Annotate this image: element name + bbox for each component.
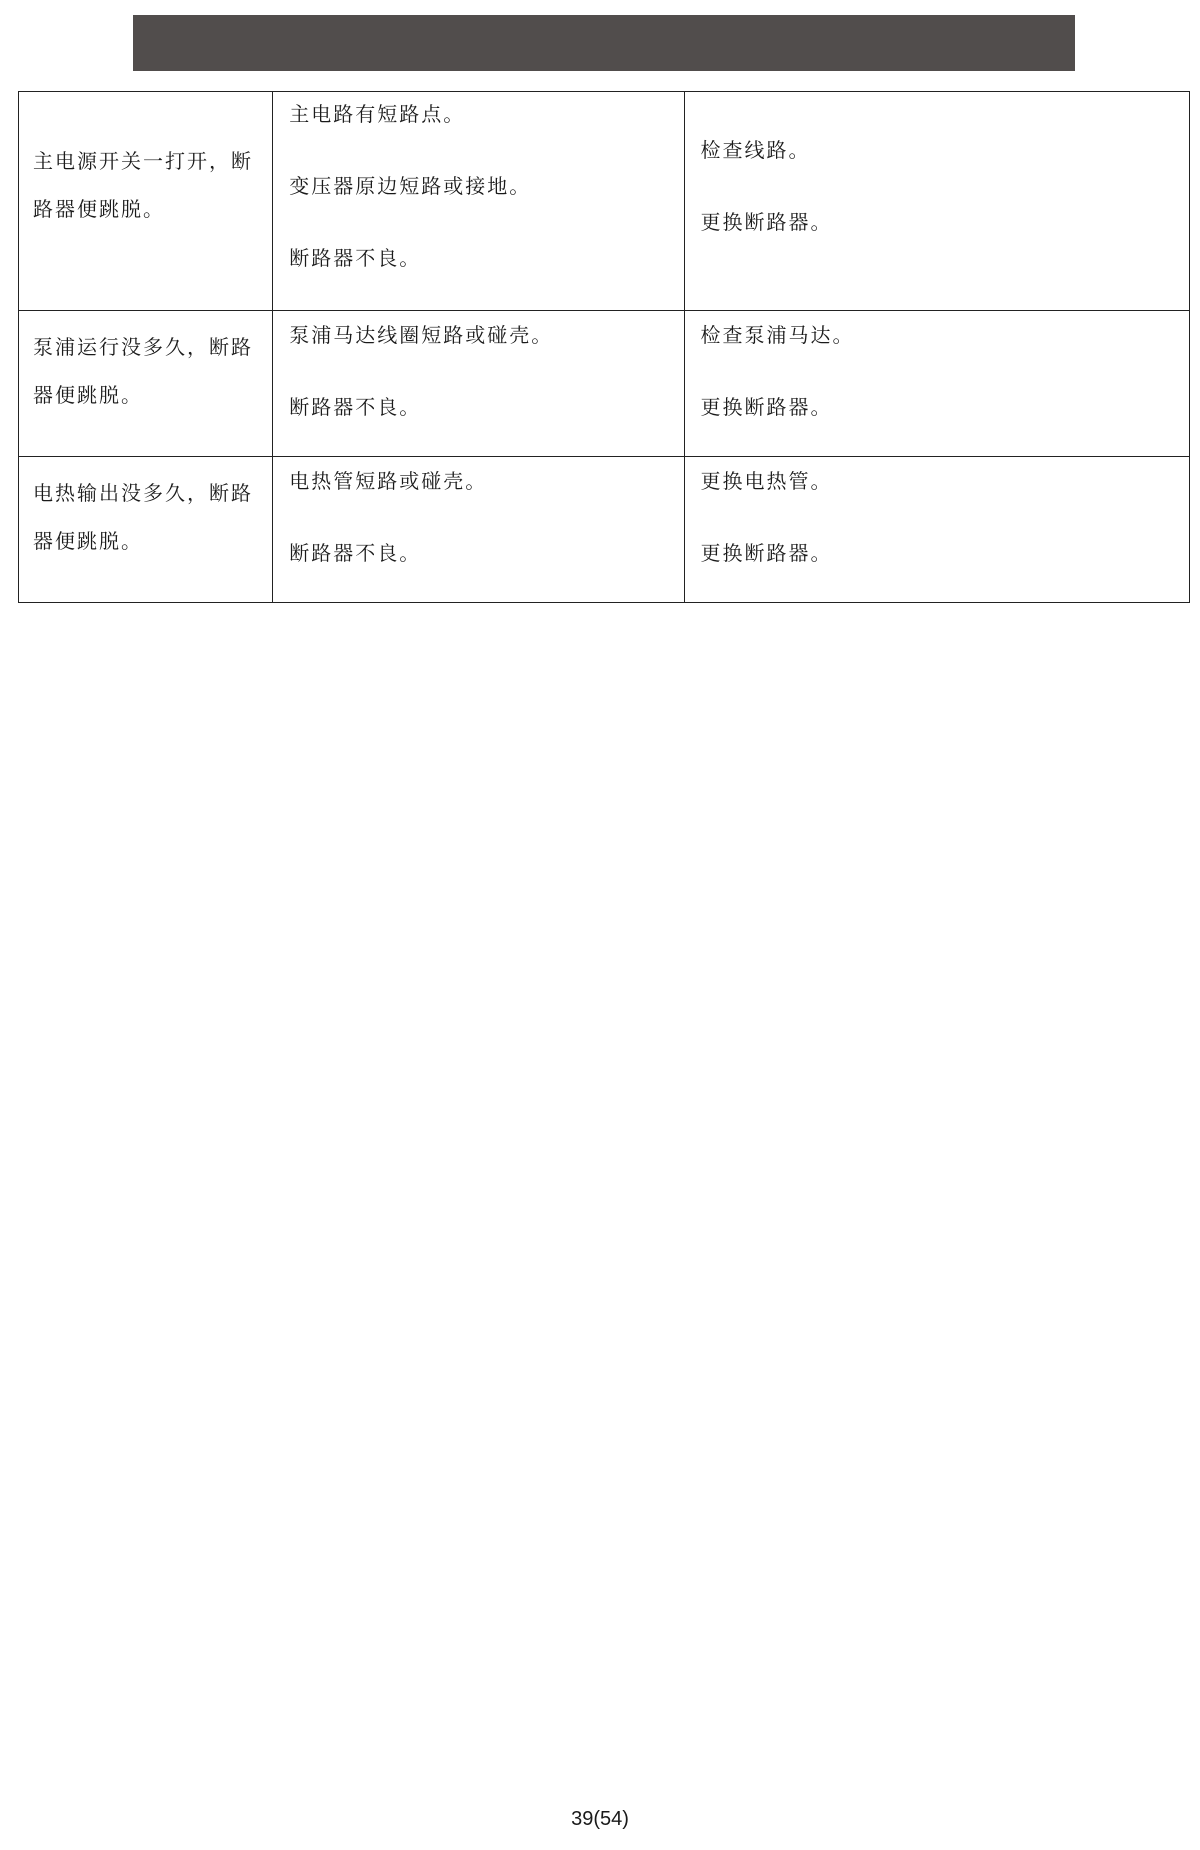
symptom-cell — [19, 92, 273, 311]
symptom-cell — [19, 457, 273, 603]
remedy-cell — [684, 457, 1189, 603]
cause-item: 变压器原边短路或接地。 — [289, 174, 532, 198]
header-bar — [133, 15, 1075, 71]
page-number: 39(54) — [571, 1808, 629, 1830]
symptom-text: 主电源开关一打开，断路器便跳脱。 — [33, 149, 253, 221]
symptom-text: 电热输出没多久，断路器便跳脱。 — [33, 481, 253, 553]
cause-item: 断路器不良。 — [289, 395, 422, 419]
symptom-text: 泵浦运行没多久，断路器便跳脱。 — [33, 335, 253, 407]
cause-cell — [273, 92, 684, 311]
cause-cell — [273, 457, 684, 603]
remedy-item: 更换断路器。 — [700, 541, 833, 565]
cause-item: 断路器不良。 — [289, 246, 422, 270]
symptom-cell — [19, 311, 273, 457]
table-row — [19, 311, 1190, 457]
remedy-item: 更换断路器。 — [700, 210, 833, 234]
remedy-item: 检查线路。 — [700, 138, 811, 162]
remedy-item: 更换断路器。 — [700, 395, 833, 419]
cause-item: 泵浦马达线圈短路或碰壳。 — [289, 323, 554, 347]
remedy-item: 更换电热管。 — [700, 469, 833, 493]
remedy-cell — [684, 92, 1189, 311]
table-row — [19, 457, 1190, 603]
troubleshooting-table — [18, 91, 1190, 603]
cause-item: 主电路有短路点。 — [289, 102, 466, 126]
remedy-item: 检查泵浦马达。 — [700, 323, 855, 347]
table-row — [19, 92, 1190, 311]
remedy-cell — [684, 311, 1189, 457]
cause-cell — [273, 311, 684, 457]
cause-item: 电热管短路或碰壳。 — [289, 469, 488, 493]
cause-item: 断路器不良。 — [289, 541, 422, 565]
